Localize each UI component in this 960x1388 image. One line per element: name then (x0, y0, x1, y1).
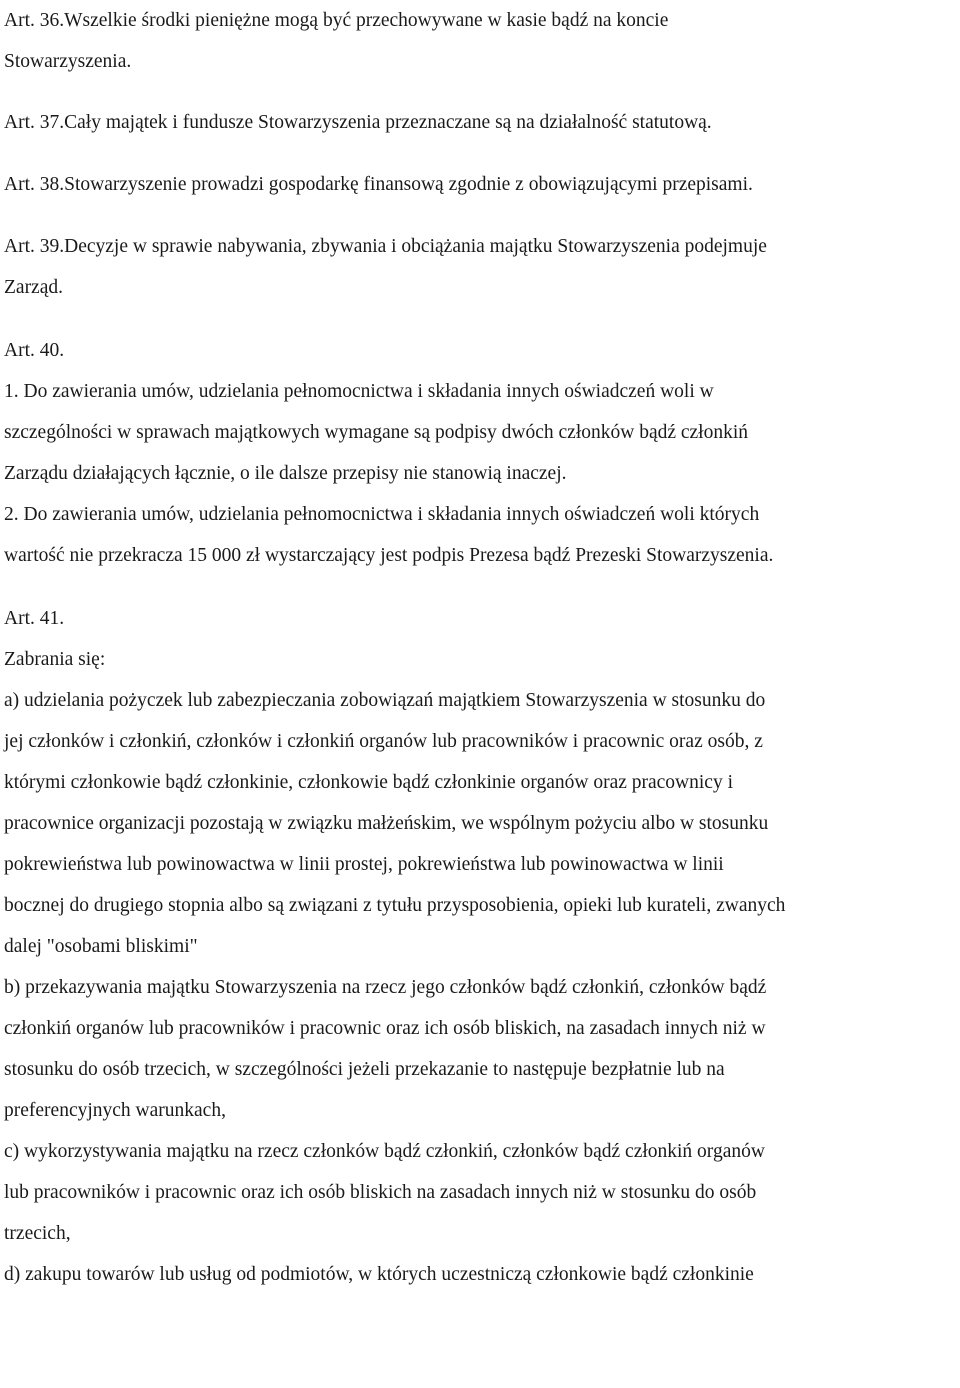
text-line: Zarząd. (4, 277, 63, 298)
text-line: szczególności w sprawach majątkowych wymagane są podpisy dwóch członków bądź członkiń (4, 422, 749, 443)
text-line: Zarządu działających łącznie, o ile dalsze przepisy nie stanowią inaczej. (4, 463, 567, 484)
text-line: Art. 36.Wszelkie środki pieniężne mogą być przechowywane w kasie bądź na koncie (4, 10, 669, 31)
text-line: dalej "osobami bliskimi" (4, 936, 198, 957)
text-line: Art. 38.Stowarzyszenie prowadzi gospodarkę finansową zgodnie z obowiązującymi przepisami. (4, 174, 753, 195)
article-41 (4, 598, 960, 1295)
article-38 (4, 164, 960, 205)
text-line: Art. 39.Decyzje w sprawie nabywania, zbywania i obciążania majątku Stowarzyszenia podejmuje (4, 236, 767, 257)
text-line: jej członków i członkiń, członków i członkiń organów lub pracowników i pracownic oraz osób, z (4, 731, 763, 752)
text-line: członkiń organów lub pracowników i pracownic oraz ich osób bliskich, na zasadach innych niż w (4, 1018, 766, 1039)
article-heading: Art. 41. (4, 608, 65, 629)
article-heading: Art. 40. (4, 340, 65, 361)
text-line: bocznej do drugiego stopnia albo są związani z tytułu przysposobienia, opieki lub kurateli, zwanych (4, 895, 786, 916)
article-40 (4, 330, 960, 576)
text-line: Art. 37.Cały majątek i fundusze Stowarzyszenia przeznaczane są na działalność statutową. (4, 112, 712, 133)
text-line: 1. Do zawierania umów, udzielania pełnomocnictwa i składania innych oświadczeń woli w (4, 381, 714, 402)
text-line: d) zakupu towarów lub usług od podmiotów, w których uczestniczą członkowie bądź członkinie (4, 1264, 754, 1285)
text-line: a) udzielania pożyczek lub zabezpieczania zobowiązań majątkiem Stowarzyszenia w stosunku do (4, 690, 766, 711)
text-line: lub pracowników i pracownic oraz ich osób bliskich na zasadach innych niż w stosunku do osób (4, 1182, 757, 1203)
article-39 (4, 226, 960, 308)
text-line: b) przekazywania majątku Stowarzyszenia na rzecz jego członków bądź członkiń, członków bądź (4, 977, 767, 998)
article-36 (4, 0, 960, 82)
text-line: którymi członkowie bądź członkinie, członkowie bądź członkinie organów oraz pracownicy i (4, 772, 734, 793)
text-line: trzecich, (4, 1223, 71, 1244)
text-line: wartość nie przekracza 15 000 zł wystarczający jest podpis Prezesa bądź Prezeski Stowarzyszenia. (4, 545, 774, 566)
text-line: Stowarzyszenia. (4, 51, 132, 72)
text-line: stosunku do osób trzecich, w szczególności jeżeli przekazanie to następuje bezpłatnie lub na (4, 1059, 725, 1080)
text-line: preferencyjnych warunkach, (4, 1100, 226, 1121)
article-37 (4, 102, 960, 143)
text-line: pokrewieństwa lub powinowactwa w linii prostej, pokrewieństwa lub powinowactwa w linii (4, 854, 724, 875)
text-line: Zabrania się: (4, 649, 106, 670)
text-line: pracownice organizacji pozostają w związku małżeńskim, we wspólnym pożyciu albo w stosunku (4, 813, 769, 834)
text-line: c) wykorzystywania majątku na rzecz członków bądź członkiń, członków bądź członkiń organów (4, 1141, 765, 1162)
document-page (4, 0, 960, 1295)
text-line: 2. Do zawierania umów, udzielania pełnomocnictwa i składania innych oświadczeń woli których (4, 504, 760, 525)
